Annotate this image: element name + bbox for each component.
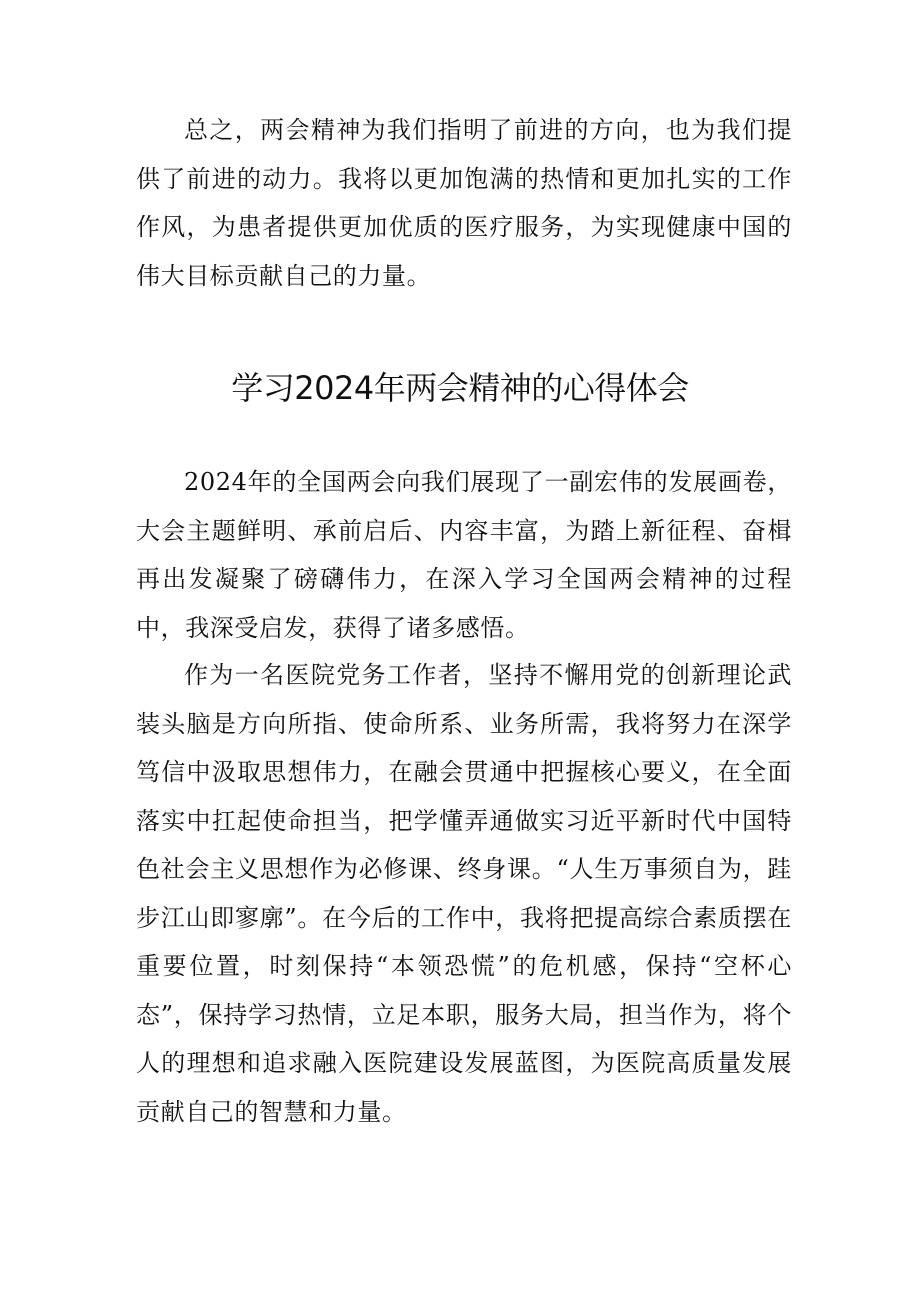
article-title: 学习2024年两会精神的心得体会 [231,369,689,407]
closing-paragraph: 总之，两会精神为我们指明了前进的方向，也为我们提供了前进的动力。我将以更加饱满的热情和更加扎实的工作作风，为患者提供更加优质的医疗服务，为实现健康中国的伟大目标贡献自己的力量。 [136,116,792,290]
body-paragraph-1: 2024年的全国两会向我们展现了一副宏伟的发展画卷，大会主题鲜明、承前启后、内容丰富，为踏上新征程、奋楫再出发凝聚了磅礴伟力，在深入学习全国两会精神的过程中，我深受启发，获得了诸多感悟。 [136,468,792,642]
body-paragraph-2: 作为一名医院党务工作者，坚持不懈用党的创新理论武装头脑是方向所指、使命所系、业务所需，我将努力在深学笃信中汲取思想伟力，在融会贯通中把握核心要义，在全面落实中扛起使命担当，把学懂弄通做实习近平新时代中国特色社会主义思想作为必修课、终身课。“人生万事须自为，跬步江山即寥廓”。在今后的工作中，我将把提高综合素质摆在重要位置，时刻保持“本领恐慌”的危机感，保持“空杯心态”，保持学习热情，立足本职，服务大局，担当作为，将个人的理想和追求融入医院建设发展蓝图，为医院高质量发展贡献自己的智慧和力量。 [136,661,792,1126]
